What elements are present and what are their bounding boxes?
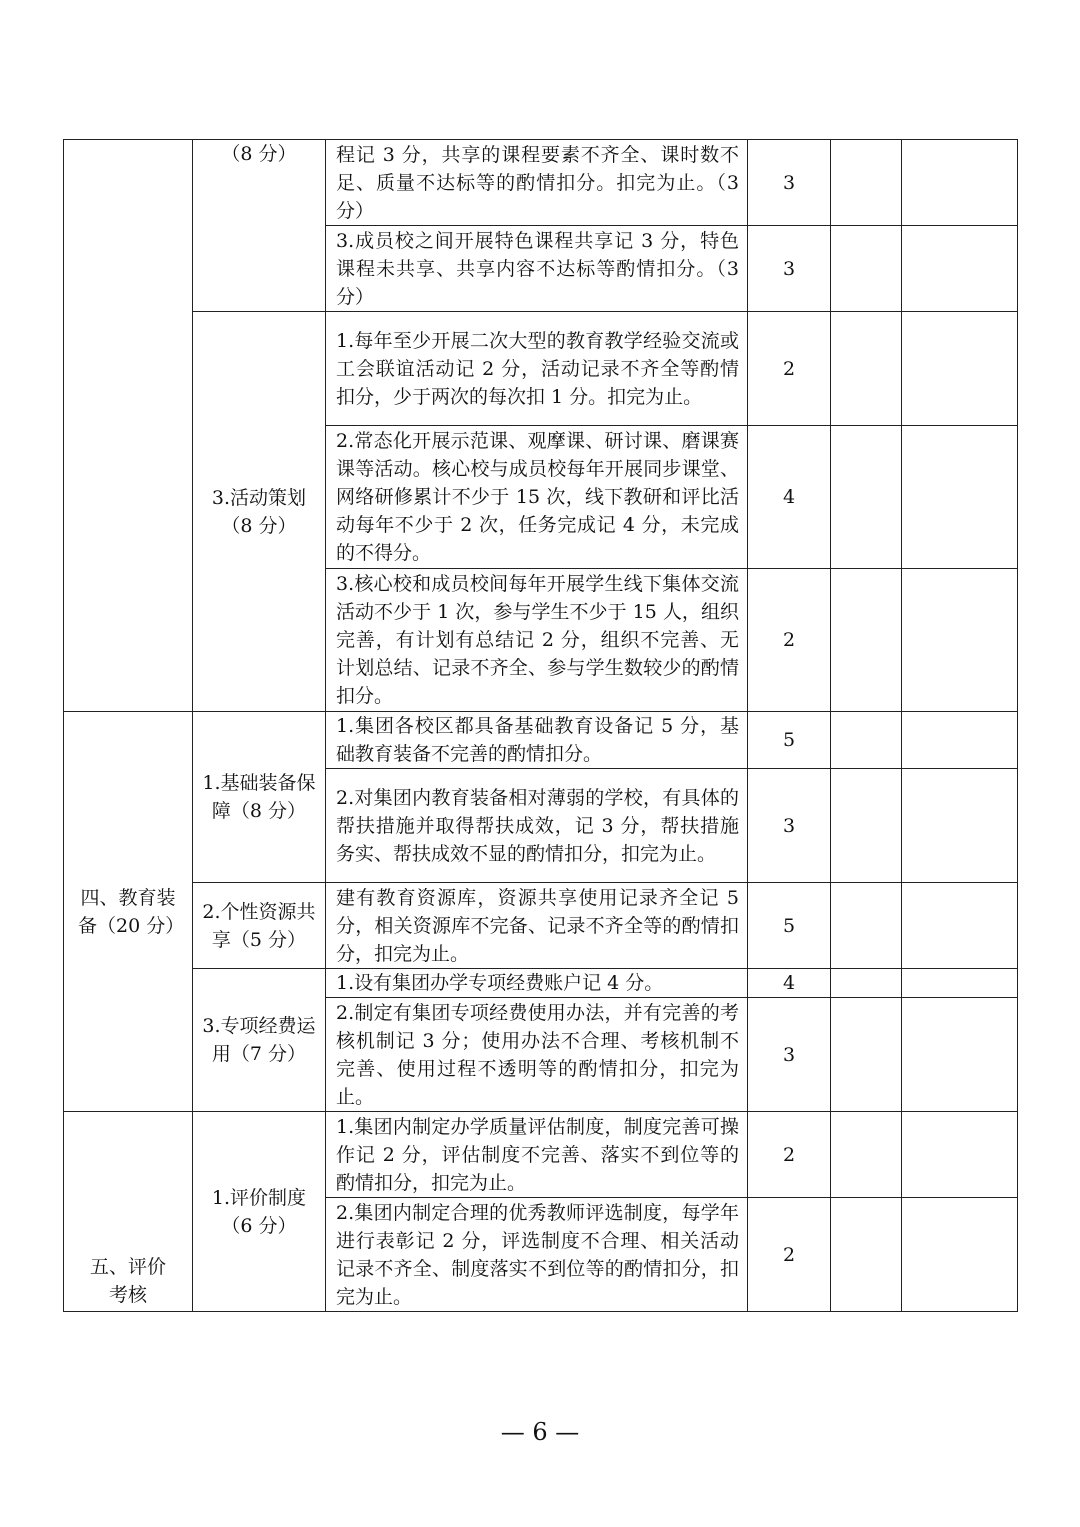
sub-item-cell bbox=[193, 969, 326, 1112]
criteria-cell: 程记 3 分，共享的课程要素不齐全、课时数不足、质量不达标等的酌情扣分。扣完为止。（3 分） bbox=[326, 140, 748, 226]
criteria-cell: 1.集团各校区都具备基础教育设备记 5 分，基础教育装备不完善的酌情扣分。 bbox=[326, 712, 748, 769]
blank-cell bbox=[902, 969, 1018, 998]
blank-cell bbox=[902, 769, 1018, 883]
category-label: 五、评价考核 bbox=[89, 1256, 166, 1306]
sub-item-label: 1.评价制度（6 分） bbox=[211, 1186, 307, 1237]
criteria-cell: 1.集团内制定办学质量评估制度，制度完善可操作记 2 分，评估制度不完善、落实不到位等的酌情扣分，扣完为止。 bbox=[326, 1112, 748, 1198]
criteria-cell: 2.集团内制定合理的优秀教师评选制度，每学年进行表彰记 2 分，评选制度不合理、相关活动记录不齐全、制度落实不到位等的酌情扣分，扣完为止。 bbox=[326, 1198, 748, 1312]
blank-cell bbox=[831, 998, 902, 1112]
score-cell: 3 bbox=[748, 998, 831, 1112]
blank-cell bbox=[902, 998, 1018, 1112]
score-cell: 3 bbox=[748, 769, 831, 883]
blank-cell bbox=[902, 1198, 1018, 1312]
sub-item-label: 3.活动策划（8 分） bbox=[211, 486, 307, 537]
score-cell: 4 bbox=[748, 426, 831, 569]
blank-cell bbox=[831, 1112, 902, 1198]
sub-item-cell bbox=[193, 712, 326, 883]
criteria-cell: 3.成员校之间开展特色课程共享记 3 分，特色课程未共享、共享内容不达标等酌情扣分。（3 分） bbox=[326, 226, 748, 312]
score-cell: 5 bbox=[748, 883, 831, 969]
blank-cell bbox=[831, 769, 902, 883]
criteria-cell: 2.制定有集团专项经费使用办法，并有完善的考核机制记 3 分；使用办法不合理、考核机制不完善、使用过程不透明等的酌情扣分，扣完为止。 bbox=[326, 998, 748, 1112]
criteria-cell: 建有教育资源库，资源共享使用记录齐全记 5 分，相关资源库不完备、记录不齐全等的酌情扣分，扣完为止。 bbox=[326, 883, 748, 969]
blank-cell bbox=[831, 569, 902, 712]
criteria-cell: 1.每年至少开展二次大型的教育教学经验交流或工会联谊活动记 2 分，活动记录不齐全等酌情扣分，少于两次的每次扣 1 分。扣完为止。 bbox=[326, 312, 748, 426]
score-cell: 3 bbox=[748, 226, 831, 312]
sub-item-cell bbox=[193, 312, 326, 712]
score-cell: 4 bbox=[748, 969, 831, 998]
table-row bbox=[64, 312, 1018, 426]
table-row bbox=[64, 1112, 1018, 1198]
table-row bbox=[64, 883, 1018, 969]
page-number: — 6 — bbox=[500, 1418, 580, 1446]
criteria-cell: 2.常态化开展示范课、观摩课、研讨课、磨课赛课等活动。核心校与成员校每年开展同步课堂、网络研修累计不少于 15 次，线下教研和评比活动每年不少于 2 次，任务完成记 4 分，未完成的不得分。 bbox=[326, 426, 748, 569]
criteria-cell: 2.对集团内教育装备相对薄弱的学校，有具体的帮扶措施并取得帮扶成效，记 3 分，帮扶措施务实、帮扶成效不显的酌情扣分，扣完为止。 bbox=[326, 769, 748, 883]
scoring-table bbox=[63, 139, 1018, 1312]
table-row bbox=[64, 140, 1018, 226]
blank-cell bbox=[831, 312, 902, 426]
table-row bbox=[64, 712, 1018, 769]
blank-cell bbox=[831, 712, 902, 769]
blank-cell bbox=[902, 1112, 1018, 1198]
score-cell: 2 bbox=[748, 569, 831, 712]
blank-cell bbox=[902, 712, 1018, 769]
blank-cell bbox=[831, 426, 902, 569]
sub-item-cell bbox=[193, 1112, 326, 1312]
blank-cell bbox=[902, 883, 1018, 969]
category-cell bbox=[64, 712, 193, 1112]
score-cell: 5 bbox=[748, 712, 831, 769]
blank-cell bbox=[902, 569, 1018, 712]
score-cell: 2 bbox=[748, 1198, 831, 1312]
sub-item-label: （8 分） bbox=[221, 143, 297, 165]
sub-item-label: 1.基础装备保障（8 分） bbox=[202, 772, 316, 822]
category-label: 四、教育装备（20 分） bbox=[78, 886, 185, 937]
blank-cell bbox=[902, 312, 1018, 426]
score-cell: 2 bbox=[748, 1112, 831, 1198]
category-cell bbox=[64, 1112, 193, 1312]
blank-cell bbox=[831, 883, 902, 969]
blank-cell bbox=[831, 969, 902, 998]
sub-item-label: 3.专项经费运用（7 分） bbox=[202, 1015, 316, 1065]
table-row bbox=[64, 969, 1018, 998]
criteria-cell: 1.设有集团办学专项经费账户记 4 分。 bbox=[326, 969, 748, 998]
blank-cell bbox=[831, 140, 902, 226]
score-cell: 3 bbox=[748, 140, 831, 226]
blank-cell bbox=[902, 140, 1018, 226]
criteria-cell: 3.核心校和成员校间每年开展学生线下集体交流活动不少于 1 次，参与学生不少于 15 人，组织完善，有计划有总结记 2 分，组织不完善、无计划总结、记录不齐全、参与学生数较少的酌情扣分。 bbox=[326, 569, 748, 712]
blank-cell bbox=[831, 1198, 902, 1312]
sub-item-cell bbox=[193, 883, 326, 969]
sub-item-cell bbox=[193, 140, 326, 312]
blank-cell bbox=[902, 226, 1018, 312]
blank-cell bbox=[902, 426, 1018, 569]
sub-item-label: 2.个性资源共享（5 分） bbox=[202, 900, 316, 951]
score-cell: 2 bbox=[748, 312, 831, 426]
blank-cell bbox=[831, 226, 902, 312]
category-cell bbox=[64, 140, 193, 712]
